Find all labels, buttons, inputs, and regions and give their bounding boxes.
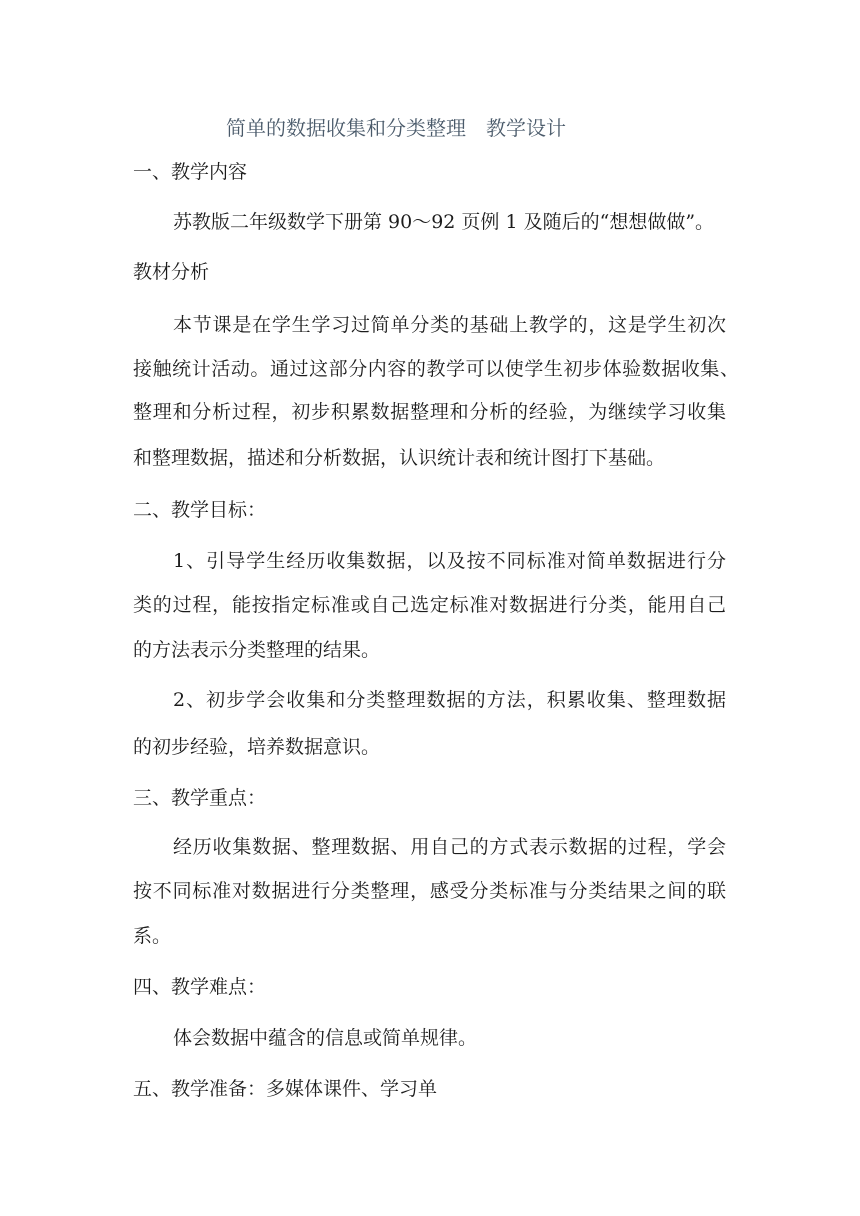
paragraph-line: 的方法表示分类整理的结果。 <box>133 639 381 661</box>
paragraph-line: 类的过程，能按指定标准或自己选定标准对数据进行分类，能用自己 <box>133 594 726 616</box>
section-heading-goals: 二、教学目标： <box>133 499 267 521</box>
paragraph-line: 系。 <box>133 925 172 947</box>
paragraph-line: 接触统计活动。通过这部分内容的教学可以使学生初步体验数据收集、 <box>133 358 739 380</box>
section-heading-key-points: 三、教学重点： <box>133 787 267 809</box>
paragraph-line: 2、初步学会收集和分类整理数据的方法，积累收集、整理数据 <box>173 689 726 711</box>
paragraph-content: 体会数据中蕴含的信息或简单规律。 <box>173 1027 478 1049</box>
paragraph-line: 按不同标准对数据进行分类整理，感受分类标准与分类结果之间的联 <box>133 880 726 902</box>
section-heading-content: 一、教学内容 <box>133 161 248 183</box>
paragraph-line: 整理和分析过程，初步积累数据整理和分析的经验，为继续学习收集 <box>133 401 726 423</box>
section-heading-analysis: 教材分析 <box>133 261 210 283</box>
paragraph-line: 的初步经验，培养数据意识。 <box>133 736 381 758</box>
section-heading-preparation: 五、教学准备：多媒体课件、学习单 <box>133 1078 438 1100</box>
paragraph-line: 和整理数据，描述和分析数据，认识统计表和统计图打下基础。 <box>133 447 666 469</box>
paragraph-line: 经历收集数据、整理数据、用自己的方式表示数据的过程，学会 <box>173 836 726 858</box>
document-title: 简单的数据收集和分类整理 教学设计 <box>226 116 566 140</box>
paragraph-line: 1、引导学生经历收集数据，以及按不同标准对简单数据进行分 <box>173 550 726 572</box>
paragraph-content: 苏教版二年级数学下册第 90～92 页例 1 及随后的“想想做做”。 <box>173 211 715 233</box>
paragraph-line: 本节课是在学生学习过简单分类的基础上教学的，这是学生初次 <box>173 314 726 336</box>
section-heading-difficulties: 四、教学难点： <box>133 976 267 998</box>
